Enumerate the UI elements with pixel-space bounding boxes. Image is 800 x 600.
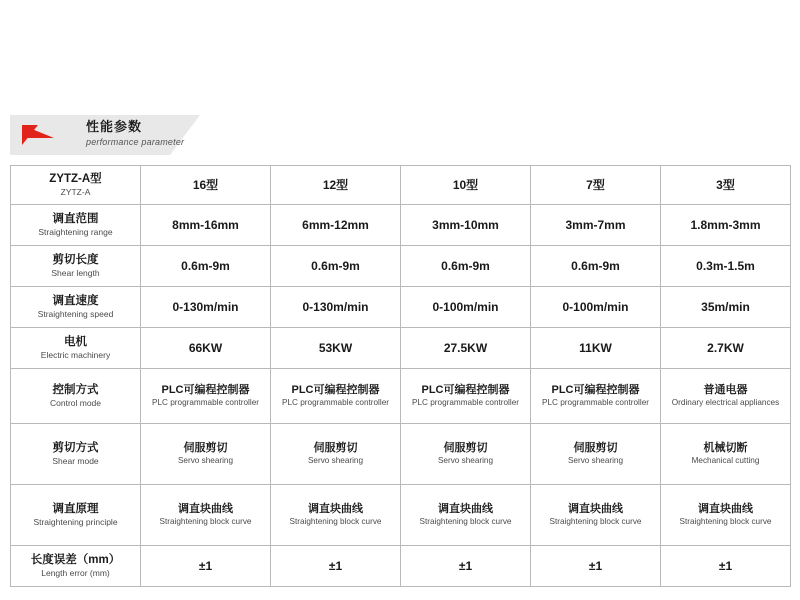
row-value-cell: [401, 287, 531, 328]
red-triangle-icon: [22, 125, 54, 145]
row-value-cell: [141, 205, 271, 246]
row-label-cn: 剪切方式: [52, 442, 99, 454]
spec-table-container: [10, 165, 790, 587]
cell-value: 53KW: [318, 341, 353, 355]
row-value-cell: [401, 166, 531, 205]
row-value-cell: [141, 546, 271, 587]
cell-value: 16型: [192, 178, 219, 192]
row-value-cell: [531, 166, 661, 205]
row-value-cell: [531, 328, 661, 369]
cell-value-en: Straightening block curve: [679, 517, 772, 527]
cell-value-en: PLC programmable controller: [412, 398, 519, 408]
row-value-cell: [661, 424, 791, 485]
row-value-cell: [531, 546, 661, 587]
row-label-en: Control mode: [49, 398, 102, 409]
row-label-cell: [11, 205, 141, 246]
row-label-en: Shear length: [51, 268, 100, 279]
cell-value-en: Mechanical cutting: [691, 456, 760, 466]
row-label-cell: [11, 546, 141, 587]
row-label-cell: [11, 246, 141, 287]
row-label-en: Length error (mm): [41, 568, 110, 579]
row-value-cell: [271, 166, 401, 205]
row-value-cell: [401, 205, 531, 246]
cell-value-cn: 调直块曲线: [438, 502, 493, 515]
table-row: [11, 485, 791, 546]
cell-value: 1.8mm-3mm: [690, 218, 761, 232]
page-title-cn: 性能参数: [86, 119, 143, 134]
row-label-cell: [11, 424, 141, 485]
cell-value-en: PLC programmable controller: [282, 398, 389, 408]
row-value-cell: [141, 369, 271, 424]
row-value-cell: [531, 205, 661, 246]
table-row: [11, 546, 791, 587]
cell-value: 0.6m-9m: [311, 259, 360, 273]
table-row: [11, 369, 791, 424]
cell-value-en: Straightening block curve: [549, 517, 642, 527]
row-label-en: Shear mode: [52, 456, 99, 467]
cell-value: ±1: [328, 559, 343, 573]
cell-value-cn: 普通电器: [703, 383, 748, 396]
row-label-cn: 长度误差（mm）: [30, 554, 121, 566]
row-value-cell: [271, 424, 401, 485]
row-label-cell: [11, 166, 141, 205]
row-value-cell: [661, 205, 791, 246]
row-label-cn: 剪切长度: [52, 254, 99, 266]
row-value-cell: [141, 287, 271, 328]
row-label-cn: 电机: [64, 336, 87, 348]
cell-value: 10型: [452, 178, 479, 192]
row-value-cell: [141, 424, 271, 485]
cell-value: 66KW: [188, 341, 223, 355]
cell-value: 12型: [322, 178, 349, 192]
row-value-cell: [661, 328, 791, 369]
row-label-en: Straightening range: [38, 227, 113, 238]
row-value-cell: [661, 485, 791, 546]
row-value-cell: [271, 485, 401, 546]
row-label-en: Electric machinery: [40, 350, 111, 361]
table-row: [11, 328, 791, 369]
cell-value-en: Straightening block curve: [419, 517, 512, 527]
cell-value-cn: 调直块曲线: [698, 502, 753, 515]
row-value-cell: [271, 546, 401, 587]
row-value-cell: [401, 246, 531, 287]
row-value-cell: [141, 246, 271, 287]
row-label-cell: [11, 287, 141, 328]
row-label-cn: 调直范围: [52, 213, 99, 225]
section-header: [10, 115, 200, 155]
table-row: [11, 166, 791, 205]
row-label-cn: 调直速度: [52, 295, 99, 307]
row-value-cell: [661, 166, 791, 205]
cell-value: ±1: [588, 559, 603, 573]
row-value-cell: [661, 246, 791, 287]
cell-value: 6mm-12mm: [302, 218, 369, 232]
row-label-cell: [11, 369, 141, 424]
cell-value: 11KW: [579, 341, 612, 355]
cell-value-cn: 伺服剪切: [183, 441, 228, 454]
cell-value: 27.5KW: [443, 341, 488, 355]
row-value-cell: [271, 369, 401, 424]
cell-value-cn: 伺服剪切: [573, 441, 618, 454]
cell-value: ±1: [458, 559, 473, 573]
cell-value-cn: 伺服剪切: [313, 441, 358, 454]
cell-value-en: Servo shearing: [177, 456, 234, 466]
page-title-en: performance parameter: [86, 136, 185, 147]
cell-value: 0-130m/min: [302, 300, 369, 314]
row-value-cell: [661, 546, 791, 587]
cell-value-cn: PLC可编程控制器: [161, 383, 250, 396]
cell-value: 0.3m-1.5m: [696, 259, 755, 273]
row-label-cell: [11, 485, 141, 546]
row-value-cell: [401, 424, 531, 485]
row-value-cell: [401, 485, 531, 546]
row-label-cn: 调直原理: [52, 503, 99, 515]
cell-value-cn: 伺服剪切: [443, 441, 488, 454]
row-value-cell: [661, 287, 791, 328]
cell-value: 0-100m/min: [562, 300, 629, 314]
cell-value-en: PLC programmable controller: [152, 398, 259, 408]
cell-value-cn: PLC可编程控制器: [551, 383, 640, 396]
cell-value: 7型: [586, 178, 605, 192]
row-value-cell: [531, 287, 661, 328]
row-value-cell: [141, 485, 271, 546]
cell-value: ±1: [718, 559, 733, 573]
spec-table-body: [11, 166, 791, 587]
spec-table: [10, 165, 791, 587]
cell-value-cn: PLC可编程控制器: [291, 383, 380, 396]
row-value-cell: [141, 166, 271, 205]
row-value-cell: [401, 546, 531, 587]
row-value-cell: [531, 485, 661, 546]
row-value-cell: [271, 246, 401, 287]
cell-value-en: Straightening block curve: [289, 517, 382, 527]
row-value-cell: [401, 369, 531, 424]
row-label-en: Straightening speed: [37, 309, 114, 320]
cell-value-cn: 调直块曲线: [568, 502, 623, 515]
cell-value: 3型: [716, 178, 735, 192]
cell-value: 0.6m-9m: [441, 259, 490, 273]
table-row: [11, 424, 791, 485]
row-value-cell: [271, 328, 401, 369]
row-value-cell: [531, 369, 661, 424]
row-value-cell: [141, 328, 271, 369]
row-value-cell: [531, 424, 661, 485]
cell-value: 0.6m-9m: [571, 259, 620, 273]
cell-value: 0-130m/min: [172, 300, 239, 314]
row-label-cn: ZYTZ-A型: [49, 173, 102, 185]
row-label-cn: 控制方式: [52, 384, 99, 396]
cell-value-en: PLC programmable controller: [542, 398, 649, 408]
cell-value-en: Straightening block curve: [159, 517, 252, 527]
cell-value: 0.6m-9m: [181, 259, 230, 273]
cell-value: ±1: [198, 559, 213, 573]
row-value-cell: [661, 369, 791, 424]
cell-value: 3mm-10mm: [432, 218, 499, 232]
row-label-cell: [11, 328, 141, 369]
cell-value-cn: PLC可编程控制器: [421, 383, 510, 396]
cell-value: 2.7KW: [707, 341, 744, 355]
table-row: [11, 246, 791, 287]
cell-value: 35m/min: [701, 300, 750, 314]
cell-value: 0-100m/min: [432, 300, 499, 314]
row-value-cell: [531, 246, 661, 287]
table-row: [11, 287, 791, 328]
cell-value-en: Servo shearing: [307, 456, 364, 466]
cell-value: 8mm-16mm: [172, 218, 239, 232]
header-text-group: [86, 120, 184, 147]
row-value-cell: [271, 287, 401, 328]
row-value-cell: [271, 205, 401, 246]
cell-value-cn: 机械切断: [703, 441, 748, 454]
table-row: [11, 205, 791, 246]
row-label-en: ZYTZ-A: [60, 187, 91, 198]
cell-value-cn: 调直块曲线: [308, 502, 363, 515]
cell-value-cn: 调直块曲线: [178, 502, 233, 515]
cell-value-en: Servo shearing: [567, 456, 624, 466]
row-value-cell: [401, 328, 531, 369]
cell-value-en: Ordinary electrical appliances: [671, 398, 780, 408]
cell-value-en: Servo shearing: [437, 456, 494, 466]
row-label-en: Straightening principle: [33, 517, 118, 528]
cell-value: 3mm-7mm: [565, 218, 626, 232]
